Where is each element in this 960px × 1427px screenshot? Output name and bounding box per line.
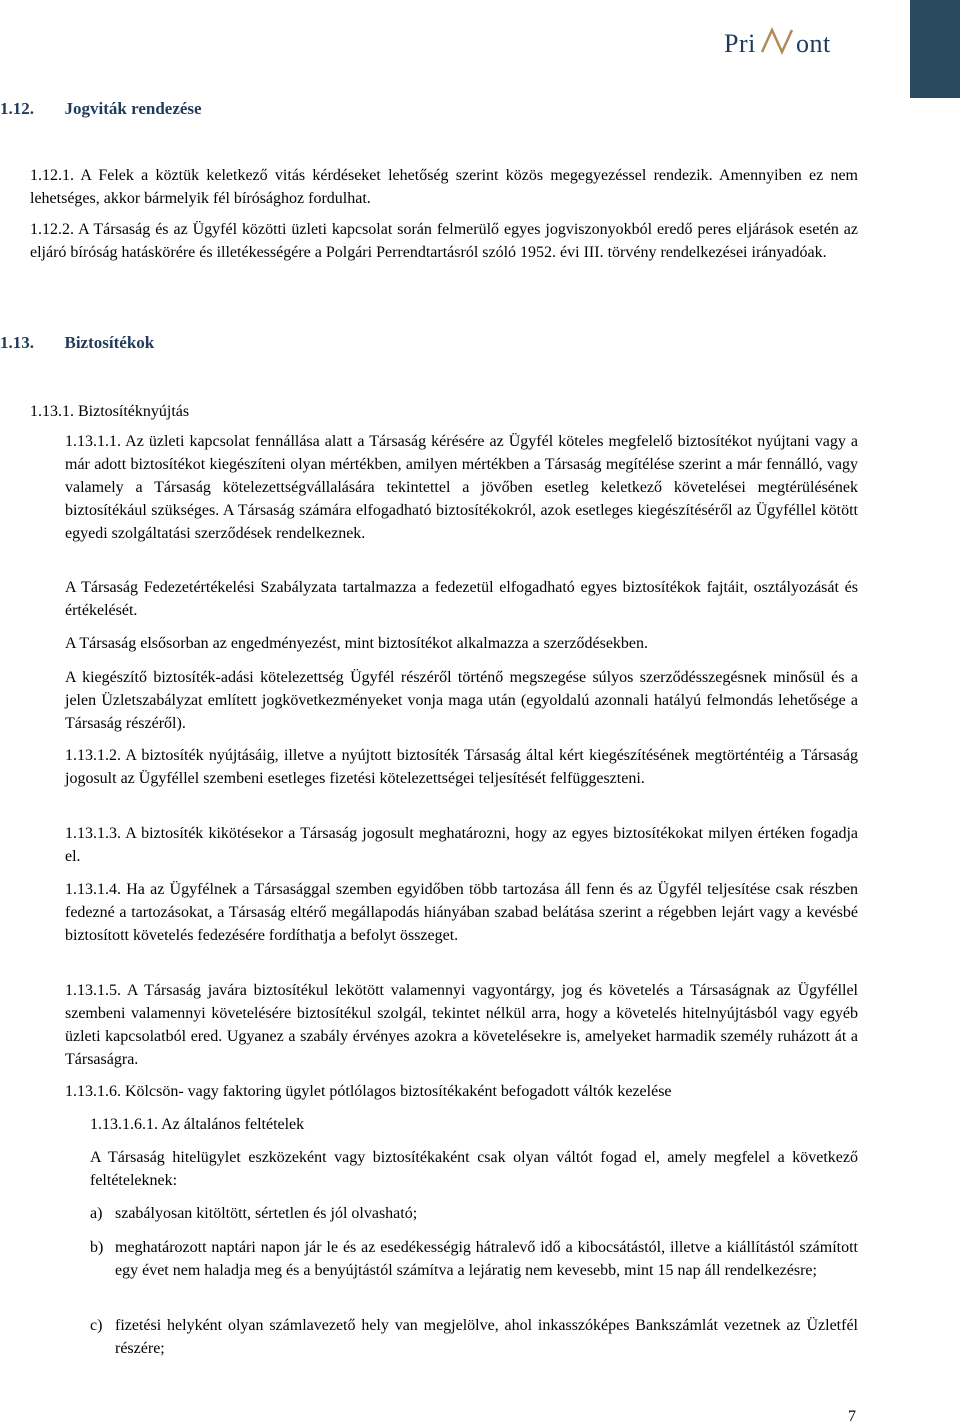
paragraph-1-13-1-4: 1.13.1.4. Ha az Ügyfélnek a Társasággal szemben egyidőben több tartozása áll fenn és az Ügyfél teljesítése csak részben fedezné a tartozásokat, a Társaság eltérő megállapodás hiányában szabad belátása szerint a régebben lejárt vagy a kevésbé biztosított követelés fedezésére fordíthatja a befolyt összeget. [65,881,858,944]
paragraph-kiegeszito: A kiegészítő biztosíték-adási kötelezettség Ügyfél részéről történő megszegése súlyos szerződésszegésnek minősül és a jelen Üzletszabályzat említett jogkövetkezményeket vonja maga után (egyoldalú azonnali hatályú felmondás lehetősége a Társaság részéről). [65,669,858,732]
paragraph-fedezet: A Társaság Fedezetértékelési Szabályzata tartalmazza a fedezetül elfogadható egyes biztosítékok fajtáit, osztályozását és értékelését. [65,579,858,619]
list-item-label: a) [90,1205,103,1222]
section-heading-1-12 [0,99,202,119]
subheading-1-13-1-6-1: 1.13.1.6.1. Az általános feltételek [90,1116,305,1133]
paragraph-1-13-1-5: 1.13.1.5. A Társaság javára biztosítékul lekötött valamennyi vagyontárgy, jog és követelés a Társaságnak az Ügyféllel szembeni valamennyi követelésére biztosítékul szolgál, tekintet nélkül arra, hogy a követelés hitelnyújtásból vagy egyéb üzleti kapcsolatból ered. Ugyanez a szabály érvényes azokra a követelésekre is, amelyeket harmadik személy ruházott át a Társaságra. [65,982,858,1068]
section-title: Jogviták rendezése [64,99,202,118]
section-title: Biztosítékok [64,333,155,352]
paragraph-1-12-2: 1.12.2. A Társaság és az Ügyfél közötti üzleti kapcsolat során felmerülő egyes jogviszonyokból eredő peres eljárások esetén az eljáró bíróság hatáskörére és illetékességére a Polgári Perrendtartásról szóló 1952. évi III. törvény rendelkezései irányadóak. [30,221,858,261]
paragraph-engedmeny: A Társaság elsősorban az engedményezést, mint biztosítékot alkalmazza a szerződésekben. [65,635,649,652]
section-number: 1.12. [0,99,34,118]
list-item-text: meghatározott naptári napon jár le és az esedékességig hátralevő idő a kibocsátástól, illetve a kiállítástól számított egy évet nem haladja meg és a benyújtástól számítva a lejáratig nem kevesebb, mint 15 nap áll rendelkezésre; [115,1239,858,1279]
page-number: 7 [848,1408,856,1425]
paragraph-1-13-1-2: 1.13.1.2. A biztosíték nyújtásáig, illetve a nyújtott biztosíték Társaság által kért kiegészítésének megtörténtéig a Társaság jogosult az Ügyféllel szembeni esetleges fizetési kötelezettségei teljesítését felfüggeszteni. [65,747,858,787]
paragraph-1-12-1: 1.12.1. A Felek a köztük keletkező vitás kérdéseket lehetőség szerint közös megegyezéssel rendezik. Amennyiben ez nem lehetséges, akkor bármelyik fél bírósághoz fordulhat. [30,167,858,207]
list-item-text: fizetési helyként olyan számlavezető hely van megjelölve, ahol inkasszóképes Bankszámlát vezetnek az Üzletfél részére; [115,1317,858,1357]
list-item-label: b) [90,1239,104,1256]
list-item-label: c) [90,1317,103,1334]
section-heading-1-13 [0,333,154,353]
svg-text:ont: ont [796,29,831,58]
paragraph-1-13-1-3: 1.13.1.3. A biztosíték kikötésekor a Társaság jogosult meghatározni, hogy az egyes biztosítékokat milyen értéken fogadja el. [65,825,858,865]
paragraph-valto: A Társaság hitelügylet eszközeként vagy biztosítékaként csak olyan váltót fogad el, amely megfelel a következő feltételeknek: [90,1149,858,1189]
paragraph-1-13-1-1: 1.13.1.1. Az üzleti kapcsolat fennállása alatt a Társaság kérésére az Ügyfél köteles megfelelő biztosítékot nyújtani vagy a már adott biztosítékot kiegészíteni olyan mértékben, amilyen mértékben a Társaság megítélése szerint a már fennálló, vagy valamely a Társaság kötelezettségvállalására tekintettel a jövőben esetleg keletkező követelései megtérülésének biztosítékául szükséges. A Társaság számára elfogadható biztosítékokról, azok esetleges kiegészítéséről az Ügyféllel kötött egyedi szolgáltatási szerződések rendelkeznek. [65,433,858,542]
subheading-1-13-1-6: 1.13.1.6. Kölcsön- vagy faktoring ügylet pótlólagos biztosítékaként befogadott váltók kezelése [65,1083,672,1100]
primont-logo-mark [722,26,862,58]
list-item-text: szabályosan kitöltött, sértetlen és jól olvasható; [115,1205,418,1222]
page-corner-tab [910,0,960,98]
subheading-1-13-1: 1.13.1. Biztosítéknyújtás [30,403,190,420]
section-number: 1.13. [0,333,34,352]
svg-text:Pri: Pri [724,29,756,58]
